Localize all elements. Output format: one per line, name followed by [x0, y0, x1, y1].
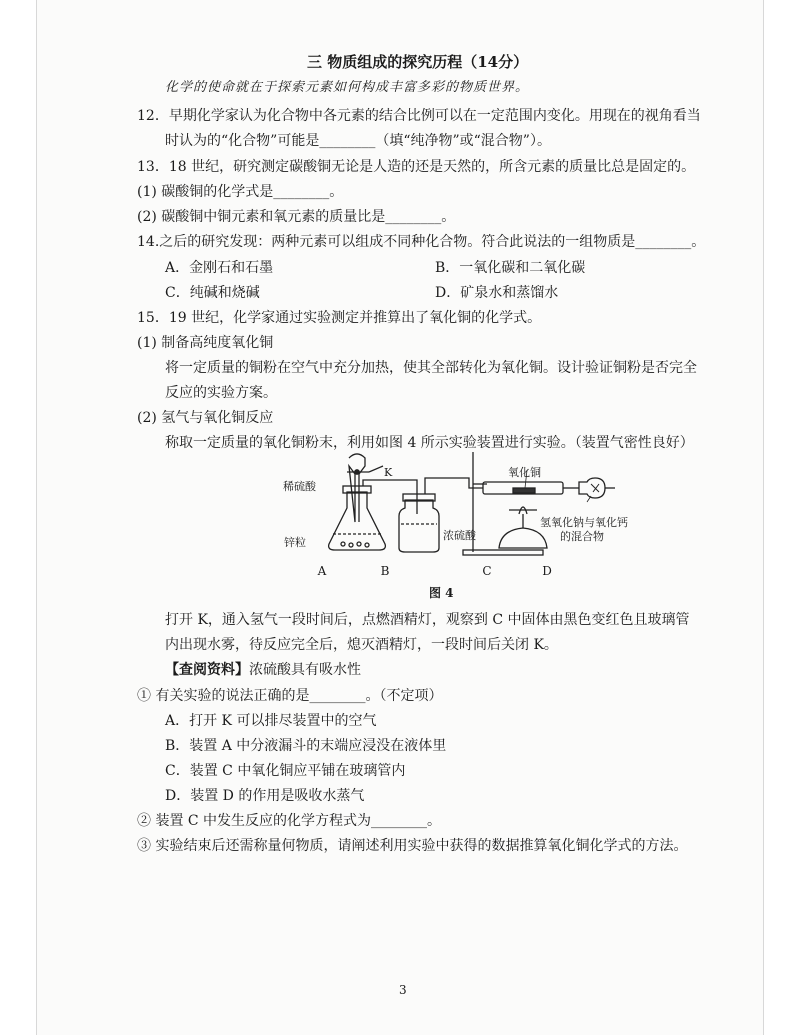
label-dilute-sulfuric-acid: 稀硫酸	[283, 480, 316, 493]
q13-line1: 13．18 世纪，研究测定碳酸铜无论是人造的还是天然的，所含元素的质量比总是固定的。	[137, 159, 696, 175]
label-mixture-line2: 的混合物	[560, 530, 604, 543]
apparatus-letter-b: B	[380, 564, 390, 578]
reference-text: 浓硫酸具有吸水性	[249, 662, 361, 678]
page-number: 3	[399, 983, 407, 997]
drying-tube-d	[579, 478, 605, 498]
flask-a	[329, 492, 386, 550]
q15-sub1-option-a: A．打开 K 可以排尽装置中的空气	[165, 713, 377, 729]
reference-info	[165, 660, 361, 680]
q14-option-c: C．纯碱和烧碱	[165, 285, 260, 301]
q15-part1-line1: 将一定质量的铜粉在空气中充分加热，使其全部转化为氧化铜。设计验证铜粉是否完全	[165, 360, 697, 376]
label-conc-sulfuric-acid: 浓硫酸	[443, 529, 476, 542]
label-zinc: 锌粒	[284, 536, 306, 549]
q15-sub3: ③ 实验结束后还需称量何物质，请阐述利用实验中获得的数据推算氧化铜化学式的方法。	[137, 838, 688, 854]
q15-sub1-option-d: D．装置 D 的作用是吸收水蒸气	[165, 788, 365, 804]
q15-sub2: ② 装置 C 中发生反应的化学方程式为________。	[137, 813, 442, 829]
q13-part2: (2) 碳酸铜中铜元素和氧元素的质量比是________。	[137, 209, 456, 225]
q14-option-a: A．金刚石和石墨	[165, 260, 274, 276]
q15-line1: 15．19 世纪，化学家通过实验测定并推算出了氧化铜的化学式。	[137, 310, 542, 326]
section-motto: 化学的使命就在于探索元素如何构成丰富多彩的物质世界。	[165, 80, 530, 95]
q13-part1: (1) 碳酸铜的化学式是________。	[137, 184, 344, 200]
q15-procedure-line2: 内出现水雾，待反应完全后，熄灭酒精灯，一段时间后关闭 K。	[165, 637, 558, 653]
label-mixture-line1: 氢氧化钠与氧化钙	[540, 516, 628, 529]
figure-caption: 图 4	[429, 586, 454, 600]
q14-option-b: B．一氧化碳和二氧化碳	[435, 260, 586, 276]
bottle-b	[399, 500, 439, 552]
section-title: 三 物质组成的探究历程（14分）	[307, 53, 529, 71]
q15-sub1-option-c: C．装置 C 中氧化铜应平铺在玻璃管内	[165, 763, 406, 779]
q15-part2-title: (2) 氢气与氧化铜反应	[137, 410, 274, 426]
reference-tag: 【查阅资料】	[165, 662, 249, 678]
q15-part2-line1: 称取一定质量的氧化铜粉末，利用如图 4 所示实验装置进行实验。（装置气密性良好）	[165, 435, 694, 451]
q14-line1: 14.之后的研究发现：两种元素可以组成不同种化合物。符合此说法的一组物质是________。	[137, 234, 706, 250]
q12-line1: 12．早期化学家认为化合物中各元素的结合比例可以在一定范围内变化。用现在的视角看当	[137, 108, 701, 124]
q15-sub1: ① 有关实验的说法正确的是________。（不定项）	[137, 688, 443, 704]
alcohol-lamp	[499, 528, 547, 548]
label-copper-oxide: 氧化铜	[508, 466, 541, 479]
separatory-funnel	[349, 454, 365, 522]
q14-option-d: D．矿泉水和蒸馏水	[435, 285, 559, 301]
q15-procedure-line1: 打开 K，通入氢气一段时间后，点燃酒精灯，观察到 C 中固体由黑色变红色且玻璃管	[165, 612, 690, 628]
q15-sub1-option-b: B．装置 A 中分液漏斗的末端应浸没在液体里	[165, 738, 447, 754]
q15-part1-line2: 反应的实验方案。	[165, 385, 277, 401]
apparatus-letter-d: D	[542, 564, 552, 578]
exam-page	[36, 0, 764, 1035]
q12-line2: 时认为的“化合物”可能是________（填“纯净物”或“混合物”）。	[165, 133, 551, 149]
apparatus-letter-a: A	[317, 564, 327, 578]
apparatus-letter-c: C	[482, 564, 492, 578]
label-valve-k: K	[384, 466, 393, 479]
q15-part1-title: (1) 制备高纯度氧化铜	[137, 335, 274, 351]
